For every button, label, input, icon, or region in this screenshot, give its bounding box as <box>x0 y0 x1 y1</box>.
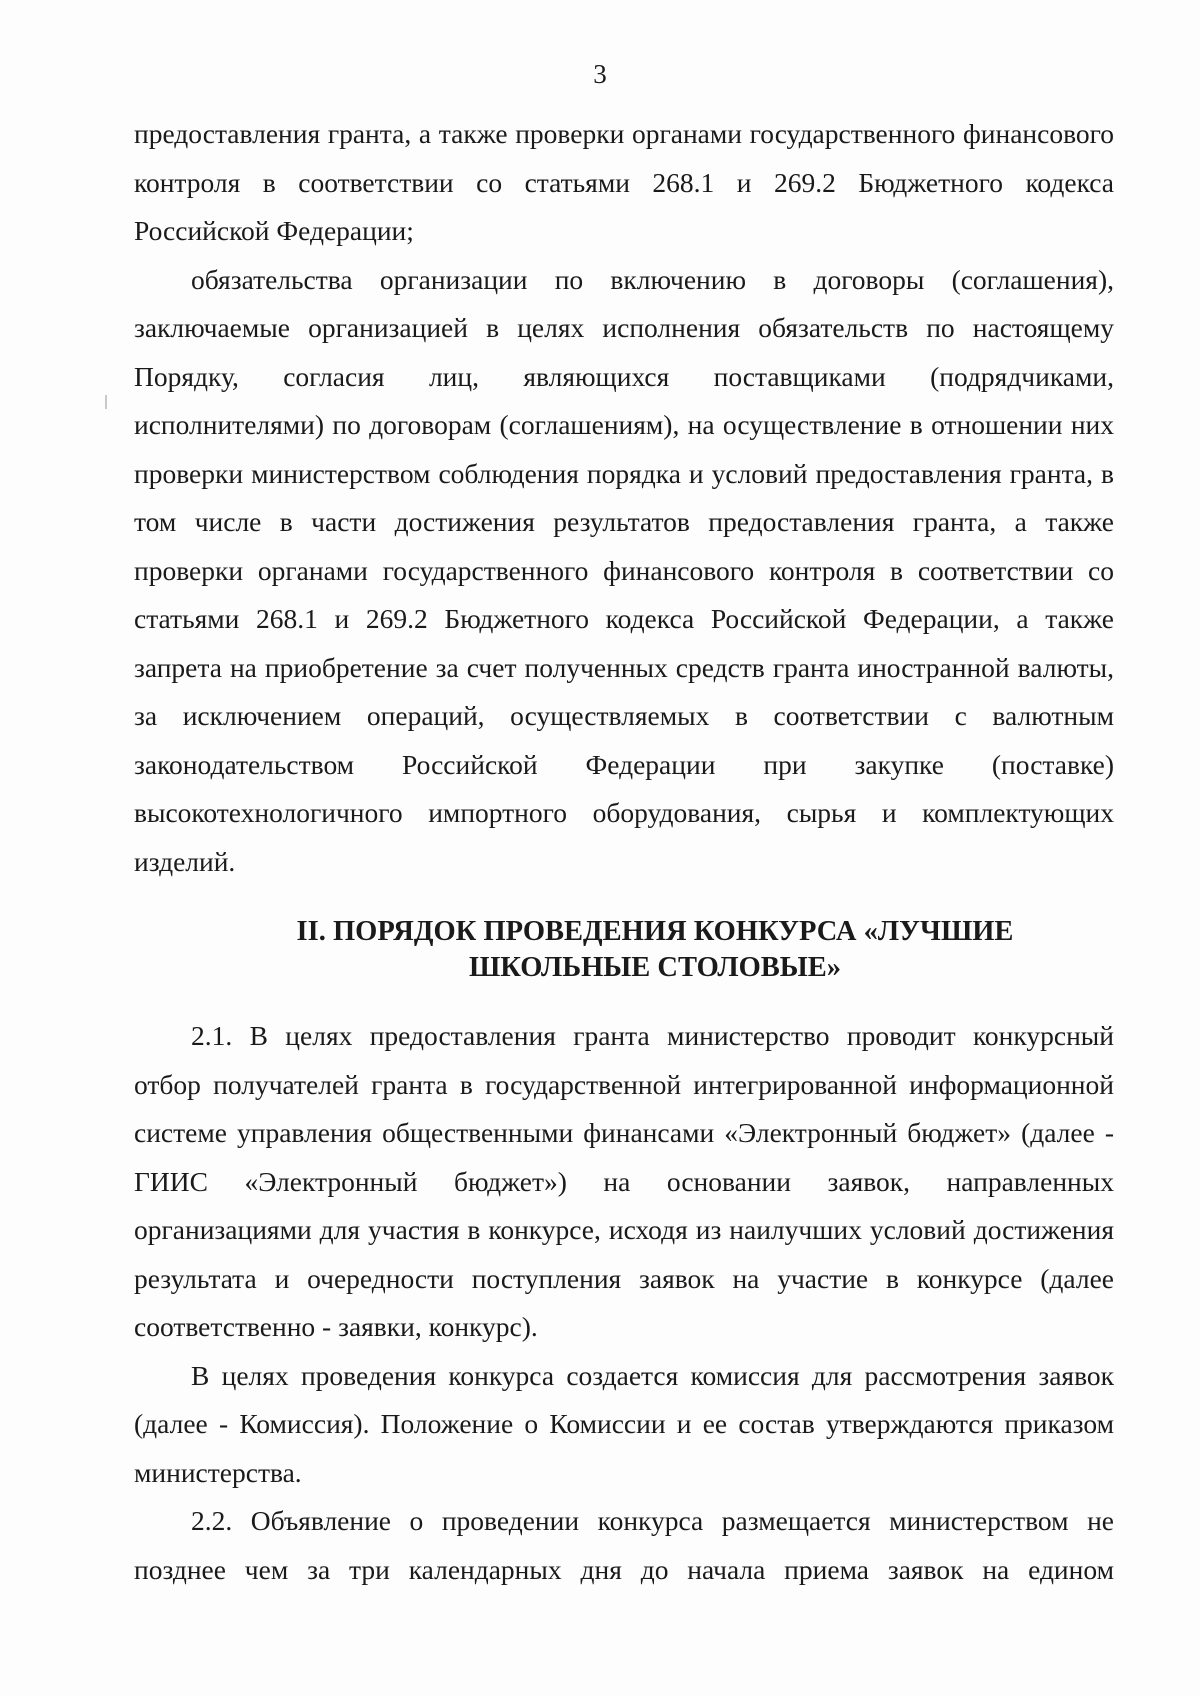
scan-artifact-mark <box>105 395 107 409</box>
document-body <box>134 110 1114 1594</box>
section-heading-line-1: II. ПОРЯДОК ПРОВЕДЕНИЯ КОНКУРСА «ЛУЧШИЕ <box>296 916 1014 947</box>
section-heading <box>134 914 1114 986</box>
paragraph-contract-obligations: обязательства организации по включению в договоры (соглашения), заключаемые организацией в целях исполнения обязательств по настоящему Порядку, согласия лиц, являющихся поставщиками (подрядчиками, исполнителями) по договорам (соглашениям), на осуществление в отношении них проверки министерством соблюдения порядка и условий предоставления гранта, в том числе в части достижения результатов предоставления гранта, а также проверки органами государственного финансового контроля в соответствии со статьями 268.1 и 269.2 Бюджетного кодекса Российской Федерации, а также запрета на приобретение за счет полученных средств гранта иностранной валюты, за исключением операций, осуществляемых в соответствии с валютным законодательством Российской Федерации при закупке (поставке) высокотехнологичного импортного оборудования, сырья и комплектующих изделий. <box>134 263 1114 877</box>
section-heading-line-2: ШКОЛЬНЫЕ СТОЛОВЫЕ» <box>469 952 841 983</box>
paragraph-grant-control-continuation: предоставления гранта, а также проверки органами государственного финансового контроля в соответствии со статьями 268.1 и 269.2 Бюджетного кодекса Российской Федерации; <box>134 118 1114 246</box>
paragraph-2-1-competition-selection: 2.1. В целях предоставления гранта министерство проводит конкурсный отбор получателей гранта в государственной интегрированной информационной системе управления общественными финансами «Электронный бюджет» (далее - ГИИС «Электронный бюджет») на основании заявок, направленных организациями для участия в конкурсе, исходя из наилучших условий достижения результата и очередности поступления заявок на участие в конкурсе (далее соответственно - заявки, конкурс). <box>134 1020 1114 1342</box>
paragraph-commission: В целях проведения конкурса создается комиссия для рассмотрения заявок (далее - Комиссия). Положение о Комиссии и ее состав утверждаются приказом министерства. <box>134 1359 1114 1488</box>
paragraph-2-2-announcement: 2.2. Объявление о проведении конкурса размещается министерством не позднее чем за три календарных дня до начала приема заявок на едином <box>134 1505 1114 1585</box>
page-number: 3 <box>593 59 607 89</box>
